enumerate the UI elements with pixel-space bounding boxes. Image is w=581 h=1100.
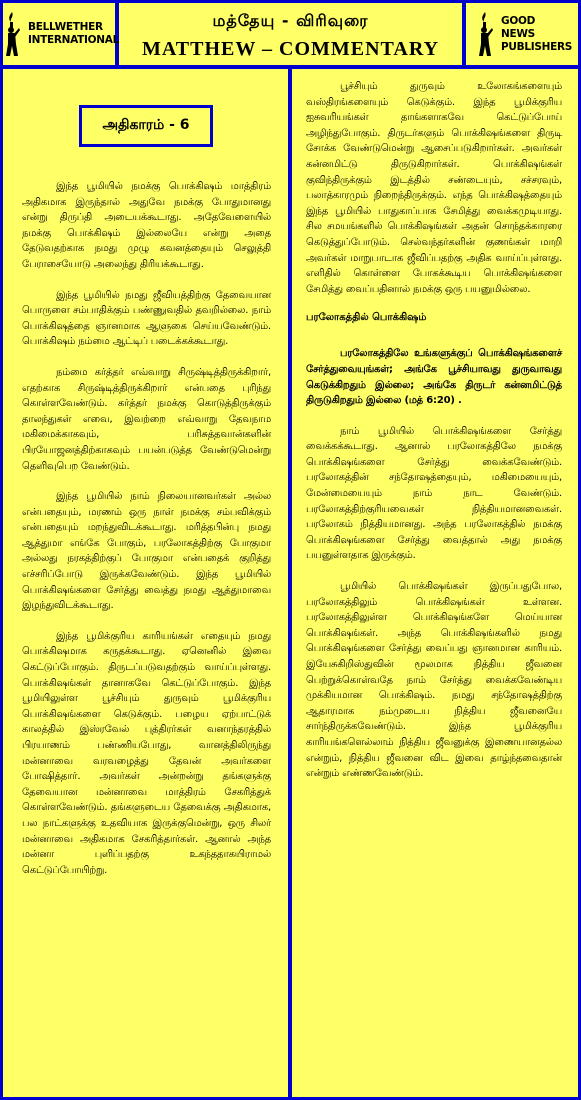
paragraph: இந்த பூமிக்குரிய காரியங்கள் எதையும் நமது பொக்கிஷமாக கருதக்கூடாது. ஏனெனில் இவை கெட்டுப்போகும். திருடப்படுவதற்கும் வாய்ப்புள்ளது. பொக்கிஷங்கள் தானாகவே கெட்டுப்போகும். இந்த பூமியிலுள்ள பூச்சியும் துருவும் பூமிக்குரிய பொக்கிஷங்களை கெடுக்கும். பழைய ஏற்பாட்டுக் காலத்தில் இஸ்ரவேல் புத்திரர்கள் வனாந்தரத்தில் பிரயாணம் பண்ணியபோது, வானத்திலிருந்து மன்னாவை வரவழைத்து தேவன் அவர்களை போஷித்தார். அவர்கள் அன்றன்று தங்களுக்கு தேவையான மன்னாவை மாத்திரம் சேகரித்துக் கொள்ளவேண்டும். தங்களுடைய தேவைக்கு அதிகமாக, பல நாட்களுக்கு உதவியாக இருக்குமென்று, ஒரு சிலர் மன்னாவை அதிகமாக சேகரித்தார்கள். ஆனால் அந்த மன்னா புளிப்பதற்கு உகந்ததாகயிராமல் கெட்டுப்போயிற்று.: [22, 630, 271, 876]
section-heading: பரலோகத்தில் பொக்கிஷம்: [306, 312, 427, 324]
chapter-label: அதிகாரம் - 6: [79, 105, 213, 147]
right-column: [292, 69, 578, 1097]
publisher-logo-left: [3, 3, 119, 65]
paragraph: பூச்சியும் துருவும் உலோகங்களையும் வஸ்திரங்களையும் கெடுக்கும். இந்த பூமிக்குரிய ஐசுவரியங்கள் தாங்களாகவே கெட்டுப்போய் அழிந்துபோகும். திருடர்களும் பொக்கிஷங்களை திருடி சோக்க வேண்டுமென்று ஆசைப்படுகிறார்கள். அவர்கள் கன்னமிட்டு திருடுகிறார்கள். பொக்கிஷங்கள் குவிந்திருக்கும் இடத்தில் சண்டையும், சச்சரவும், பலாத்காரமும் நிறைந்திருக்கும். எந்த பொக்கிஷத்தையும் இந்த பூமியில் பாதுகாப்பாக சேமித்து வைக்கமுடியாது. சில சமயங்களில் பொக்கிஷங்கள் அதன் சொந்தக்காரரை கெடுத்துப்போடும். செல்வந்தர்களின் குணங்கள் மாறி அவர்கள் மாறுபாடாக ஜீவிப்பதற்கு அதிக வாய்ப்புள்ளது. எளிதில் கொள்ளை போகக்கூடிய பொக்கிஷங்களை சேமித்து வைப்பதினால் நமக்கு ஒரு பயனுமில்லை.: [306, 81, 562, 295]
logo-line-1: GOOD NEWS: [501, 14, 535, 40]
page-title-english: MATTHEW – COMMENTARY: [141, 38, 440, 60]
logo-line-2: PUBLISHERS: [501, 40, 572, 53]
page-title-tamil: மத்தேயு - விரிவுரை: [212, 11, 369, 30]
right-column-body: [306, 79, 562, 797]
paragraph: இந்த பூமியில் நமது ஜீவியத்திற்கு தேவையான பொருளை சம்பாதிக்கும் பண்ணுவதில் தவறில்லை. நாம் பொக்கிஷத்தை ஞானமாக ஆளுகை செய்யவேண்டும். பொக்கிஷம் நம்மை ஆட்டிப் படைக்கக்கூடாது.: [22, 289, 271, 348]
scripture-verse: பரலோகத்திலே உங்களுக்குப் பொக்கிஷங்களைச் சேர்த்துவையுங்கள்; அங்கே பூச்சியாவது துருவாவது கெடுக்கிறதும் இல்லை; அங்கே திருடர் கன்னமிட்டுத் திருடுகிறதும் இல்லை (மத் 6:20) .: [306, 348, 562, 407]
torch-bearer-icon: [0, 10, 25, 58]
left-column: [3, 69, 288, 1097]
paragraph: நம்மை கர்த்தர் எவ்வாறு சிருஷ்டித்திருக்கிறார், எதற்காக சிருஷ்டித்திருக்கிறார் என்பதை புரிந்து கொள்ளவேண்டும். கர்த்தர் நமக்கு கொடுத்திருக்கும் தாலந்துகள் எவை, இவற்றை எவ்வாறு தேவநாம மகிமைக்காகவும், பரிசுத்தவான்களின் பிரயோஜனத்திற்காகவும் பயன்படுத்த வேண்டுமென்று தெளிவுபெற வேண்டும்.: [22, 366, 271, 472]
page-header: [119, 3, 462, 65]
paragraph: பூமியில் பொக்கிஷங்கள் இருப்பதுபோல, பரலோகத்திலும் பொக்கிஷங்கள் உள்ளன. பரலோகத்திலுள்ள பொக்கிஷங்களே மெய்யான பொக்கிஷங்கள். அந்த பொக்கிஷங்களில் நமது பொக்கிஷங்களை சேர்த்து வைப்பது ஞானமான காரியம். இயேசுகிறிஸ்துவின் மூலமாக நித்திய ஜீவனை பெற்றுக்கொள்வதே நாம் சேர்த்து வைக்கவேண்டிய முக்கியமான பொக்கிஷம். நமது சந்தோஷத்திற்கு ஆதாரமாக நம்முடைய நித்திய ஜீவனையே சார்ந்திருக்கவேண்டும். இந்த பூமிக்குரிய காரியங்களெல்லாம் நித்திய ஜீவனுக்கு இணையானதல்ல என்றும், நித்திய ஜீவனை விட இவை தாழ்ந்தவைதான் என்றும் எண்ணவேண்டும்.: [306, 581, 562, 780]
torch-bearer-icon: [472, 10, 498, 58]
paragraph: நாம் பூமியில் பொக்கிஷங்களை சேர்த்து வைக்கக்கூடாது. ஆனால் பரலோகத்திலே நமக்கு பொக்கிஷங்களை சேர்த்து வைக்கவேண்டும். பரலோகத்தின் சந்தோஷத்தையும், மகிமையையும், மேன்மையையும் நாம் நாட வேண்டும். பரலோகத்திற்குரியவைகள் நித்தியமானவைகள். பரலோகம் நித்தியமானது. அந்த பரலோகத்தில் நமக்கு பொக்கிஷங்களை சேர்த்து வைத்தால் அது நமக்கு பயனுள்ளதாக இருக்கும்.: [306, 425, 562, 562]
paragraph: இந்த பூமியில் நமக்கு பொக்கிஷம் மாத்திரம் அதிகமாக இருந்தால் அதுவே நமக்கு போதுமானது என்று திருப்தி அடையக்கூடாது. அதேவேளையில் நமக்கு பொக்கிஷம் இல்லையே என்று அதை தேடுவதற்காக நமது முழு கவனத்தையும் செலுத்தி பேராசையோடு அலைந்து திரியக்கூடாது.: [22, 181, 271, 270]
publisher-logo-right: [466, 3, 578, 65]
left-column-body: [22, 179, 271, 893]
paragraph: இந்த பூமியில் நாம் நிலையானவர்கள் அல்ல என்பதையும், மரணம் ஒரு நாள் நமக்கு சம்பவிக்கும் என்பதையும் மறந்துவிடக்கூடாது. மரித்தபின்பு நமது ஆத்துமா எங்கே போகும், பரலோகத்திற்கு போகுமா அல்லது நரகத்திற்குப் போகுமா என்பதைக் குறித்து எச்சரிப்போடு இருக்கவேண்டும். இந்த பூமியில் பொக்கிஷங்களை சேர்த்து வைத்து நமது ஆத்துமாவை இழந்துவிடக்கூடாது.: [22, 491, 271, 612]
logo-line-2: INTERNATIONAL: [28, 34, 119, 46]
logo-line-1: BELLWETHER: [28, 21, 103, 33]
